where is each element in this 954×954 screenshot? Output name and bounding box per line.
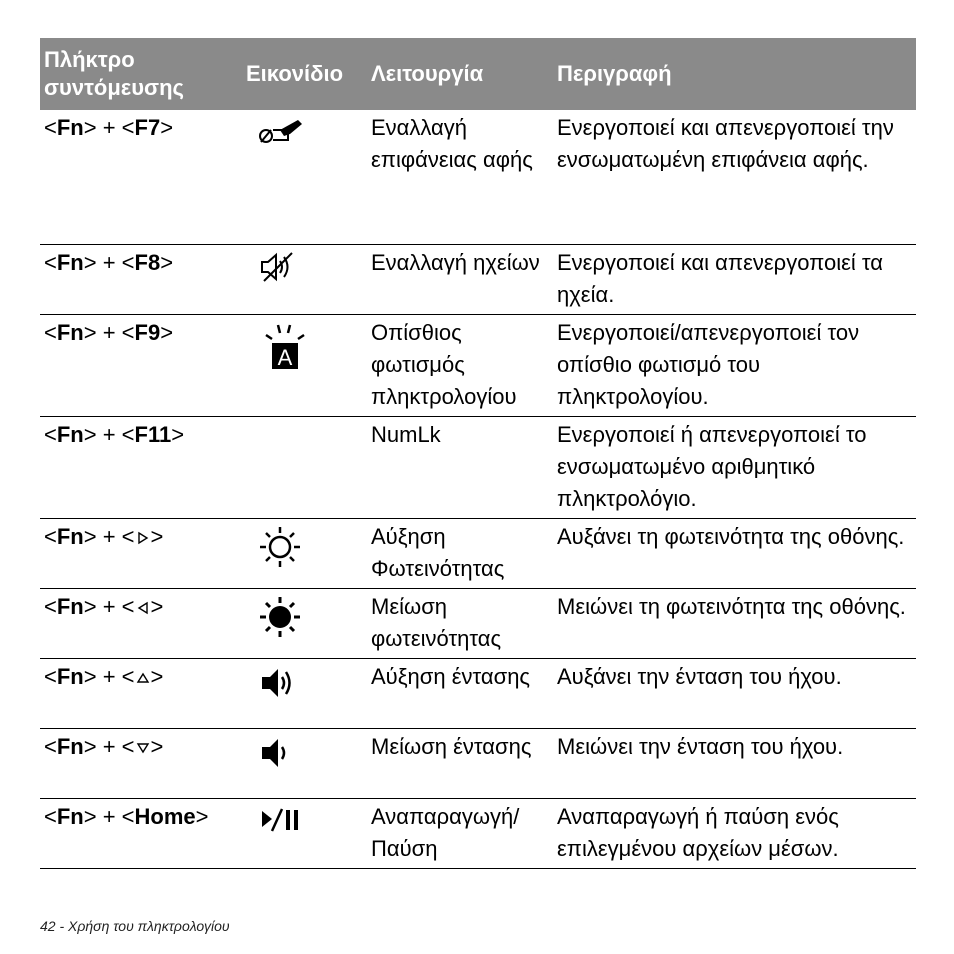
- header-shortcut: Πλήκτρο συντόμευσης: [40, 38, 242, 110]
- function-cell: Μείωση έντασης: [367, 728, 553, 798]
- shortcut-cell: <Fn> + <F8>: [40, 244, 242, 314]
- play-pause-icon: [258, 805, 306, 835]
- shortcut-cell: <Fn> + < >: [40, 728, 242, 798]
- function-cell: NumLk: [367, 416, 553, 518]
- description-cell: Ενεργοποιεί/απενεργοποιεί τον οπίσθιο φωτισμό του πληκτρολογίου.: [553, 314, 916, 416]
- table-row: [40, 314, 916, 416]
- shortcut-cell: <Fn> + < >: [40, 658, 242, 728]
- svg-text:A: A: [277, 344, 293, 370]
- brightness-up-icon: [258, 525, 302, 569]
- function-cell: Εναλλαγή ηχείων: [367, 244, 553, 314]
- icon-cell: [242, 728, 367, 798]
- shortcut-cell: <Fn> + <Home>: [40, 798, 242, 868]
- table-row: [40, 658, 916, 728]
- icon-cell: [242, 314, 367, 416]
- table-row: [40, 416, 916, 518]
- speaker-mute-icon: [258, 251, 298, 283]
- down-arrow-icon: [135, 734, 151, 759]
- icon-cell: [242, 518, 367, 588]
- table-row: [40, 588, 916, 658]
- icon-cell: [242, 110, 367, 244]
- icon-cell: [242, 588, 367, 658]
- shortcut-cell: <Fn> + < >: [40, 588, 242, 658]
- icon-cell: [242, 244, 367, 314]
- table-row: [40, 728, 916, 798]
- function-cell: Αύξηση Φωτεινότητας: [367, 518, 553, 588]
- keyboard-backlight-icon: [258, 321, 312, 375]
- header-function: Λειτουργία: [367, 38, 553, 110]
- table-row: [40, 110, 916, 244]
- page-footer: 42 - Χρήση του πληκτρολογίου: [40, 918, 230, 934]
- icon-cell: [242, 416, 367, 518]
- hotkey-table: [40, 38, 916, 869]
- description-cell: Μειώνει την ένταση του ήχου.: [553, 728, 916, 798]
- function-cell: Αναπαραγωγή/ Παύση: [367, 798, 553, 868]
- header-icon: Εικονίδιο: [242, 38, 367, 110]
- function-cell: Οπίσθιος φωτισμός πληκτρολογίου: [367, 314, 553, 416]
- table-row: [40, 244, 916, 314]
- volume-up-icon: [258, 665, 298, 701]
- volume-down-icon: [258, 735, 298, 771]
- table-header-row: [40, 38, 916, 110]
- right-arrow-icon: [135, 524, 151, 549]
- icon-cell: [242, 798, 367, 868]
- table-row: [40, 518, 916, 588]
- description-cell: Ενεργοποιεί και απενεργοποιεί τα ηχεία.: [553, 244, 916, 314]
- header-description: Περιγραφή: [553, 38, 916, 110]
- table-row: [40, 798, 916, 868]
- function-cell: Μείωση φωτεινότητας: [367, 588, 553, 658]
- description-cell: Ενεργοποιεί ή απενεργοποιεί το ενσωματωμένο αριθμητικό πληκτρολόγιο.: [553, 416, 916, 518]
- up-arrow-icon: [135, 664, 151, 689]
- description-cell: Ενεργοποιεί και απενεργοποιεί την ενσωματωμένη επιφάνεια αφής.: [553, 110, 916, 244]
- icon-cell: [242, 658, 367, 728]
- shortcut-cell: <Fn> + <F7>: [40, 110, 242, 244]
- description-cell: Αυξάνει τη φωτεινότητα της οθόνης.: [553, 518, 916, 588]
- description-cell: Αναπαραγωγή ή παύση ενός επιλεγμένου αρχείων μέσων.: [553, 798, 916, 868]
- touchpad-toggle-icon: [258, 116, 304, 146]
- description-cell: Αυξάνει την ένταση του ήχου.: [553, 658, 916, 728]
- shortcut-cell: <Fn> + <F11>: [40, 416, 242, 518]
- function-cell: Αύξηση έντασης: [367, 658, 553, 728]
- shortcut-cell: <Fn> + < >: [40, 518, 242, 588]
- description-cell: Μειώνει τη φωτεινότητα της οθόνης.: [553, 588, 916, 658]
- brightness-down-icon: [258, 595, 302, 639]
- function-cell: Εναλλαγή επιφάνειας αφής: [367, 110, 553, 244]
- shortcut-cell: <Fn> + <F9>: [40, 314, 242, 416]
- left-arrow-icon: [135, 594, 151, 619]
